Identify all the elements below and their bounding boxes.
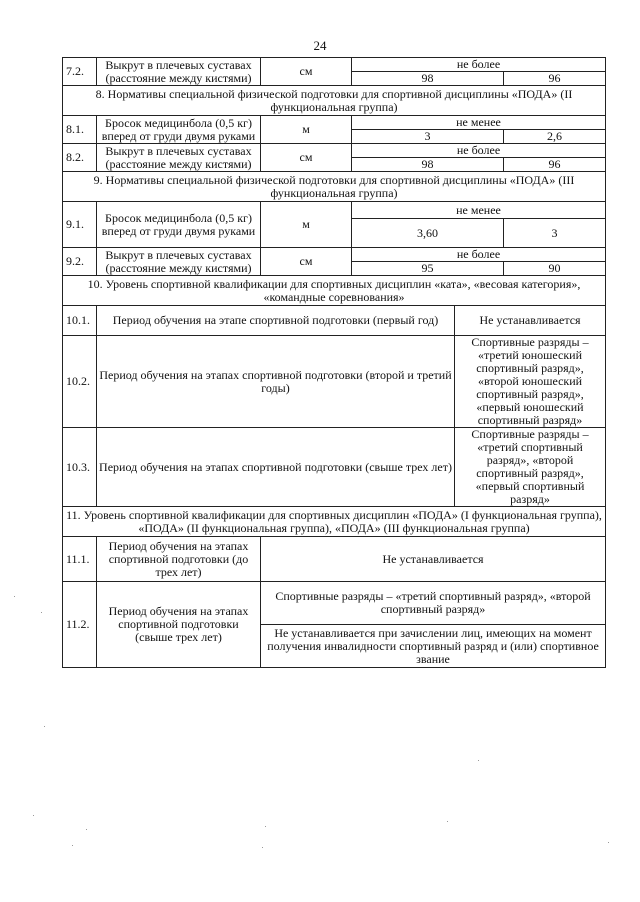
criterion-cell: не более xyxy=(352,58,606,72)
table-row xyxy=(63,306,606,336)
exercise-name: Выкрут в плечевых суставах (расстояние между кистями) xyxy=(97,144,261,172)
section-header-row xyxy=(63,172,606,202)
row-number: 11.1. xyxy=(63,537,97,582)
qualification-value: Не устанавливается xyxy=(261,537,606,582)
value-boys: 3,60 xyxy=(352,219,504,248)
row-number: 11.2. xyxy=(63,582,97,668)
qualification-value: Не устанавливается xyxy=(455,306,606,336)
exercise-name: Бросок медицинбола (0,5 кг) вперед от груди двумя руками xyxy=(97,202,261,248)
exercise-name: Выкрут в плечевых суставах (расстояние между кистями) xyxy=(97,58,261,86)
exercise-name: Бросок медицинбола (0,5 кг) вперед от груди двумя руками xyxy=(97,116,261,144)
value-girls: 90 xyxy=(504,262,606,276)
unit-cell: см xyxy=(261,248,352,276)
table-row xyxy=(63,58,606,72)
qualification-note: Не устанавливается при зачислении лиц, имеющих на момент получения инвалидности спортивный разряд и (или) спортивное звание xyxy=(261,625,606,668)
row-number: 7.2. xyxy=(63,58,97,86)
table-row xyxy=(63,248,606,262)
row-number: 10.1. xyxy=(63,306,97,336)
period-name: Период обучения на этапах спортивной подготовки (до трех лет) xyxy=(97,537,261,582)
value-boys: 95 xyxy=(352,262,504,276)
value-girls: 96 xyxy=(504,158,606,172)
period-name: Период обучения на этапах спортивной подготовки (второй и третий годы) xyxy=(97,336,455,428)
table-row xyxy=(63,202,606,219)
period-name: Период обучения на этапах спортивной подготовки (свыше трех лет) xyxy=(97,582,261,668)
value-girls: 96 xyxy=(504,72,606,86)
standards-table xyxy=(62,57,606,668)
value-boys: 98 xyxy=(352,158,504,172)
qualification-value: Спортивные разряды – «третий юношеский спортивный разряд», «второй юношеский спортивный разряд», «первый юношеский спортивный разряд» xyxy=(455,336,606,428)
row-number: 9.2. xyxy=(63,248,97,276)
unit-cell: см xyxy=(261,144,352,172)
period-name: Период обучения на этапах спортивной подготовки (свыше трех лет) xyxy=(97,428,455,507)
section-header-row xyxy=(63,507,606,537)
section-title: 9. Нормативы специальной физической подготовки для спортивной дисциплины «ПОДА» (III функциональная группа) xyxy=(63,172,606,202)
unit-cell: см xyxy=(261,58,352,86)
criterion-cell: не более xyxy=(352,248,606,262)
table-row xyxy=(63,582,606,625)
table-row xyxy=(63,537,606,582)
section-title: 10. Уровень спортивной квалификации для спортивных дисциплин «ката», «весовая категория», «командные соревнования» xyxy=(63,276,606,306)
row-number: 8.2. xyxy=(63,144,97,172)
row-number: 8.1. xyxy=(63,116,97,144)
section-header-row xyxy=(63,86,606,116)
table-row xyxy=(63,116,606,130)
unit-cell: м xyxy=(261,202,352,248)
table-row xyxy=(63,428,606,507)
section-title: 8. Нормативы специальной физической подготовки для спортивной дисциплины «ПОДА» (II функциональная группа) xyxy=(63,86,606,116)
row-number: 10.3. xyxy=(63,428,97,507)
value-boys: 98 xyxy=(352,72,504,86)
table-row xyxy=(63,144,606,158)
period-name: Период обучения на этапе спортивной подготовки (первый год) xyxy=(97,306,455,336)
section-header-row xyxy=(63,276,606,306)
page-number: 24 xyxy=(313,38,327,53)
qualification-value: Спортивные разряды – «третий спортивный разряд», «второй спортивный разряд», «первый спортивный разряд» xyxy=(455,428,606,507)
section-title: 11. Уровень спортивной квалификации для спортивных дисциплин «ПОДА» (I функциональная группа), «ПОДА» (II функциональная группа), «ПОДА» (III функциональная группа) xyxy=(63,507,606,537)
qualification-value: Спортивные разряды – «третий спортивный разряд», «второй спортивный разряд» xyxy=(261,582,606,625)
criterion-cell: не более xyxy=(352,144,606,158)
value-boys: 3 xyxy=(352,130,504,144)
row-number: 10.2. xyxy=(63,336,97,428)
exercise-name: Выкрут в плечевых суставах (расстояние между кистями) xyxy=(97,248,261,276)
table-row xyxy=(63,336,606,428)
value-girls: 2,6 xyxy=(504,130,606,144)
criterion-cell: не менее xyxy=(352,116,606,130)
value-girls: 3 xyxy=(504,219,606,248)
criterion-cell: не менее xyxy=(352,202,606,219)
unit-cell: м xyxy=(261,116,352,144)
row-number: 9.1. xyxy=(63,202,97,248)
